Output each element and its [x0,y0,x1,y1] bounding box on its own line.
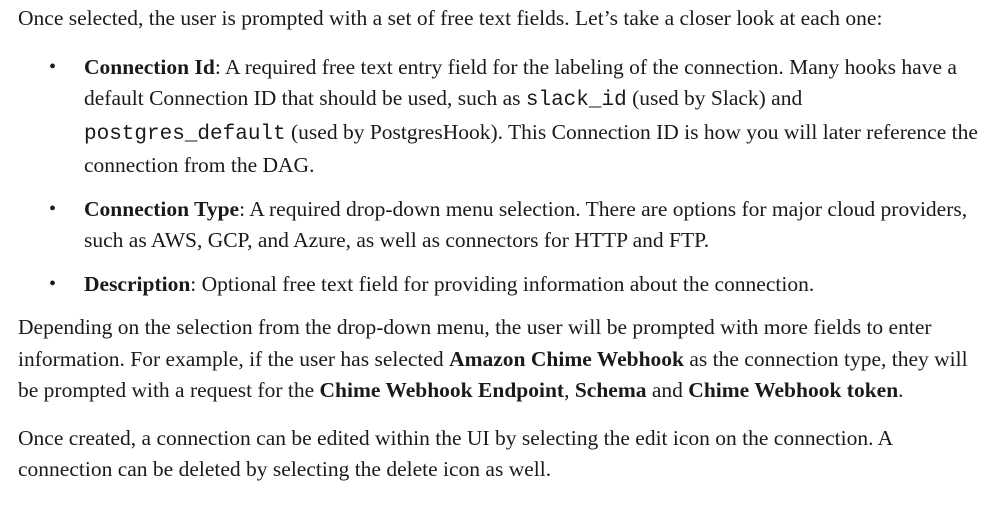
bullet-icon: • [49,272,57,295]
list-item-connection-id [18,52,988,182]
para2-text-2: as the connection type, they will be prompted with a request for the [18,346,968,402]
bold-chime-webhook-token: Chime Webhook token [688,378,899,402]
intro-paragraph: Once selected, the user is prompted with a set of free text fields. Let’s take a closer look at each one: [18,6,883,30]
code-postgres-default: postgres_default [84,122,286,146]
term-description: Description [84,271,191,296]
para2-text-4: and [646,378,689,402]
connection-id-text-3: (used by PostgresHook). This Connection ID is how you will later reference the connection from the DAG. [84,119,978,177]
list-item-description [18,269,988,301]
connection-id-text-1: : A required free text entry field for the labeling of the connection. Many hooks have a default Connection ID that should be used, such as [84,54,957,110]
bullet-icon: • [49,55,57,78]
bullet-icon: • [49,197,57,220]
selection-paragraph [18,312,988,407]
para2-text-1: Depending on the selection from the drop-down menu, the user will be prompted with more fields to enter information. For example, if the user has selected [18,315,932,371]
code-slack-id: slack_id [525,89,627,112]
connection-type-text: : A required drop-down menu selection. There are options for major cloud providers, such as AWS, GCP, and Azure, as well as connectors for HTTP and FTP. [84,196,968,252]
edit-delete-paragraph: Once created, a connection can be edited within the UI by selecting the edit icon on the connection. A connection can be deleted by selecting the delete icon as well. [18,425,893,481]
para2-text-3: , [564,378,575,402]
bold-schema: Schema [574,378,647,402]
field-list [18,52,988,301]
para2-text-5: . [898,378,904,402]
term-connection-type: Connection Type [84,196,240,221]
bold-amazon-chime-webhook: Amazon Chime Webhook [449,346,684,371]
description-text: : Optional free text field for providing information about the connection. [190,271,815,296]
connection-id-text-2: (used by Slack) and [626,86,803,110]
term-connection-id: Connection Id [84,54,215,79]
list-item-connection-type [18,194,988,257]
bold-chime-webhook-endpoint: Chime Webhook Endpoint [319,378,565,402]
